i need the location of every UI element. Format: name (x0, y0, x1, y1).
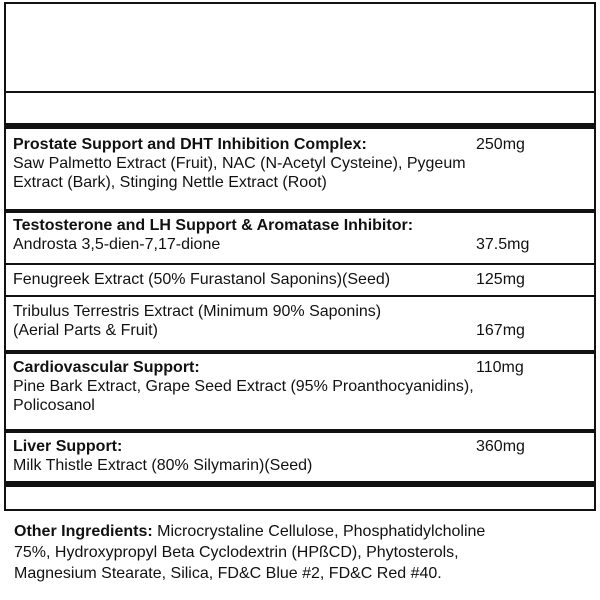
testosterone-support-heading: Testosterone and LH Support & Aromatase Inhibitor: (13, 217, 414, 234)
prostate-ingredients-line-2: Extract (Bark), Stinging Nettle Extract (Root) (13, 174, 327, 191)
cardiovascular-support-amount: 110mg (476, 359, 524, 376)
blank-header-band (6, 4, 594, 93)
androsta-ingredient: Androsta 3,5-dien-7,17-dione (13, 236, 221, 253)
cardiovascular-support-row (6, 354, 594, 433)
liver-support-heading: Liver Support: (13, 438, 123, 455)
testosterone-support-row (6, 213, 594, 265)
cardiovascular-ingredients-line-1: Pine Bark Extract, Grape Seed Extract (95% Proanthocyanidins), (13, 378, 474, 395)
other-ingredients-line-1: Microcrystaline Cellulose, Phosphatidylcholine (152, 523, 486, 540)
tribulus-row (6, 297, 594, 354)
other-ingredients (14, 521, 594, 584)
prostate-ingredients-line-1: Saw Palmetto Extract (Fruit), NAC (N-Acetyl Cysteine), Pygeum (13, 155, 466, 172)
prostate-support-heading: Prostate Support and DHT Inhibition Complex: (13, 136, 367, 153)
blank-subheader-band (6, 93, 594, 129)
other-ingredients-line-2: 75%, Hydroxypropyl Beta Cyclodextrin (HPßCD), Phytosterols, (14, 544, 459, 561)
cardiovascular-support-heading: Cardiovascular Support: (13, 359, 200, 376)
liver-support-amount: 360mg (476, 438, 525, 455)
cardiovascular-ingredients-line-2: Policosanol (13, 397, 95, 414)
tribulus-line-1: Tribulus Terrestris Extract (Minimum 90% Saponins) (13, 303, 382, 320)
tribulus-amount: 167mg (476, 322, 525, 339)
liver-ingredients-line-1: Milk Thistle Extract (80% Silymarin)(Seed) (13, 457, 313, 474)
fenugreek-row (6, 265, 594, 297)
tribulus-line-2: (Aerial Parts & Fruit) (13, 322, 158, 339)
liver-support-row (6, 433, 594, 487)
fenugreek-amount: 125mg (476, 271, 525, 288)
other-ingredients-label: Other Ingredients: (14, 523, 153, 540)
fenugreek-ingredient: Fenugreek Extract (50% Furastanol Saponins)(Seed) (13, 271, 391, 288)
prostate-support-amount: 250mg (476, 136, 525, 153)
other-ingredients-line-3: Magnesium Stearate, Silica, FD&C Blue #2, FD&C Red #40. (14, 565, 442, 582)
androsta-amount: 37.5mg (476, 236, 530, 253)
prostate-support-row (6, 129, 594, 213)
supplement-facts-panel (4, 2, 596, 511)
